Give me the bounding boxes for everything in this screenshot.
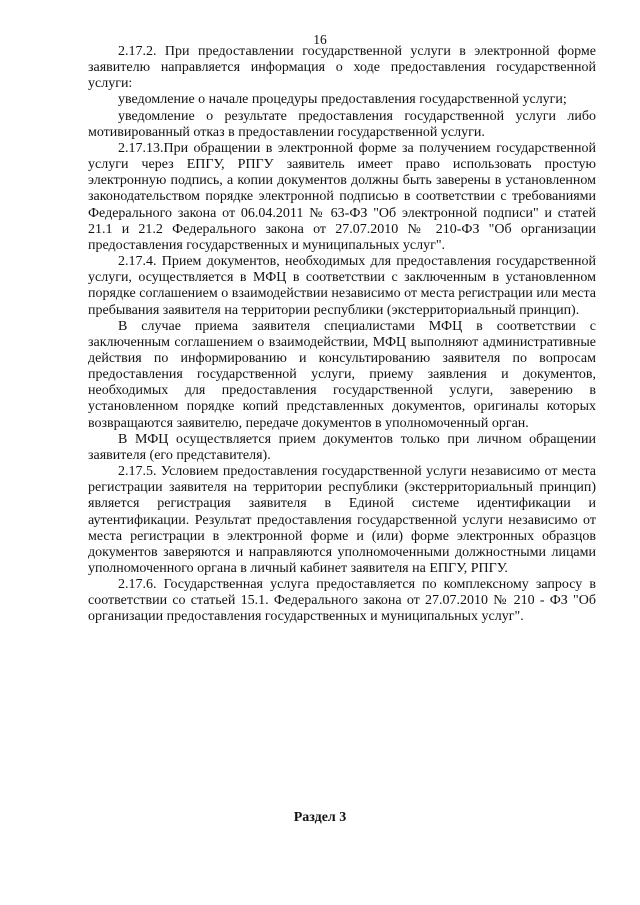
paragraph-2-17-5: 2.17.5. Условием предоставления государственной услуги независимо от места регистрации заявителя на территории республики (экстерриториальный принцип) является регистрация заявителя в Единой системе идентификации и аутентификации. Результат предоставления государственной услуги независимо от места регистрации в электронной форме и (или) форме электронных образцов документов заверяются и направляются уполномоченными должностными лицами уполномоченного органа в личный кабинет заявителя на ЕПГУ, РПГУ. — [88, 464, 596, 576]
paragraph-notice-result: уведомление о результате предоставления государственной услуги либо мотивированный отказ в предоставлении государственной услуги. — [88, 108, 596, 140]
paragraph-2-17-2: 2.17.2. При предоставлении государственной услуги в электронной форме заявителю направляется информация о ходе предоставления государственной услуги: — [88, 44, 596, 92]
paragraph-2-17-13: 2.17.13.При обращении в электронной форме за получением государственной услуги через ЕПГУ, РПГУ заявитель имеет право использовать простую электронную подпись, а копии документов должны быть заверены в установленном законодательством порядке электронной подписью в соответствии с требованиями Федерального закона от 06.04.2011 № 63-ФЗ "Об электронной подписи" и статей 21.1 и 21.2 Федерального закона от 27.07.2010 № 210-ФЗ "Об организации предоставления государственных и муниципальных услуг". — [88, 140, 596, 253]
paragraph-notice-start: уведомление о начале процедуры предоставления государственной услуги; — [118, 92, 567, 108]
paragraph-mfc-reception: В случае приема заявителя специалистами МФЦ в соответствии с заключенным соглашением о взаимодействии, МФЦ выполняют административные действия по информированию и консультированию заявителя по вопросам предоставления государственной услуги, приему заявления и документов, необходимых для предоставления государственной услуги, заверению в установленном порядке копий представленных документов, оригиналы которых возвращаются заявителю, передаче документов в уполномоченный орган. — [88, 318, 596, 431]
document-body — [88, 44, 596, 626]
section-title: Раздел 3 — [293, 810, 347, 825]
page-number: 16 — [313, 32, 327, 47]
paragraph-2-17-4: 2.17.4. Прием документов, необходимых для предоставления государственной услуги, осуществляется в МФЦ в соответствии с заключенным в установленном порядке соглашением о взаимодействии независимо от места регистрации или места пребывания заявителя на территории республики (экстерриториальный принцип). — [88, 254, 596, 318]
paragraph-2-17-6: 2.17.6. Государственная услуга предоставляется по комплексному запросу в соответствии со статьей 15.1. Федерального закона от 27.07.2010 № 210 - ФЗ "Об организации предоставления государственных и муниципальных услуг". — [88, 577, 596, 625]
paragraph-mfc-personal: В МФЦ осуществляется прием документов только при личном обращении заявителя (его представителя). — [88, 431, 596, 463]
